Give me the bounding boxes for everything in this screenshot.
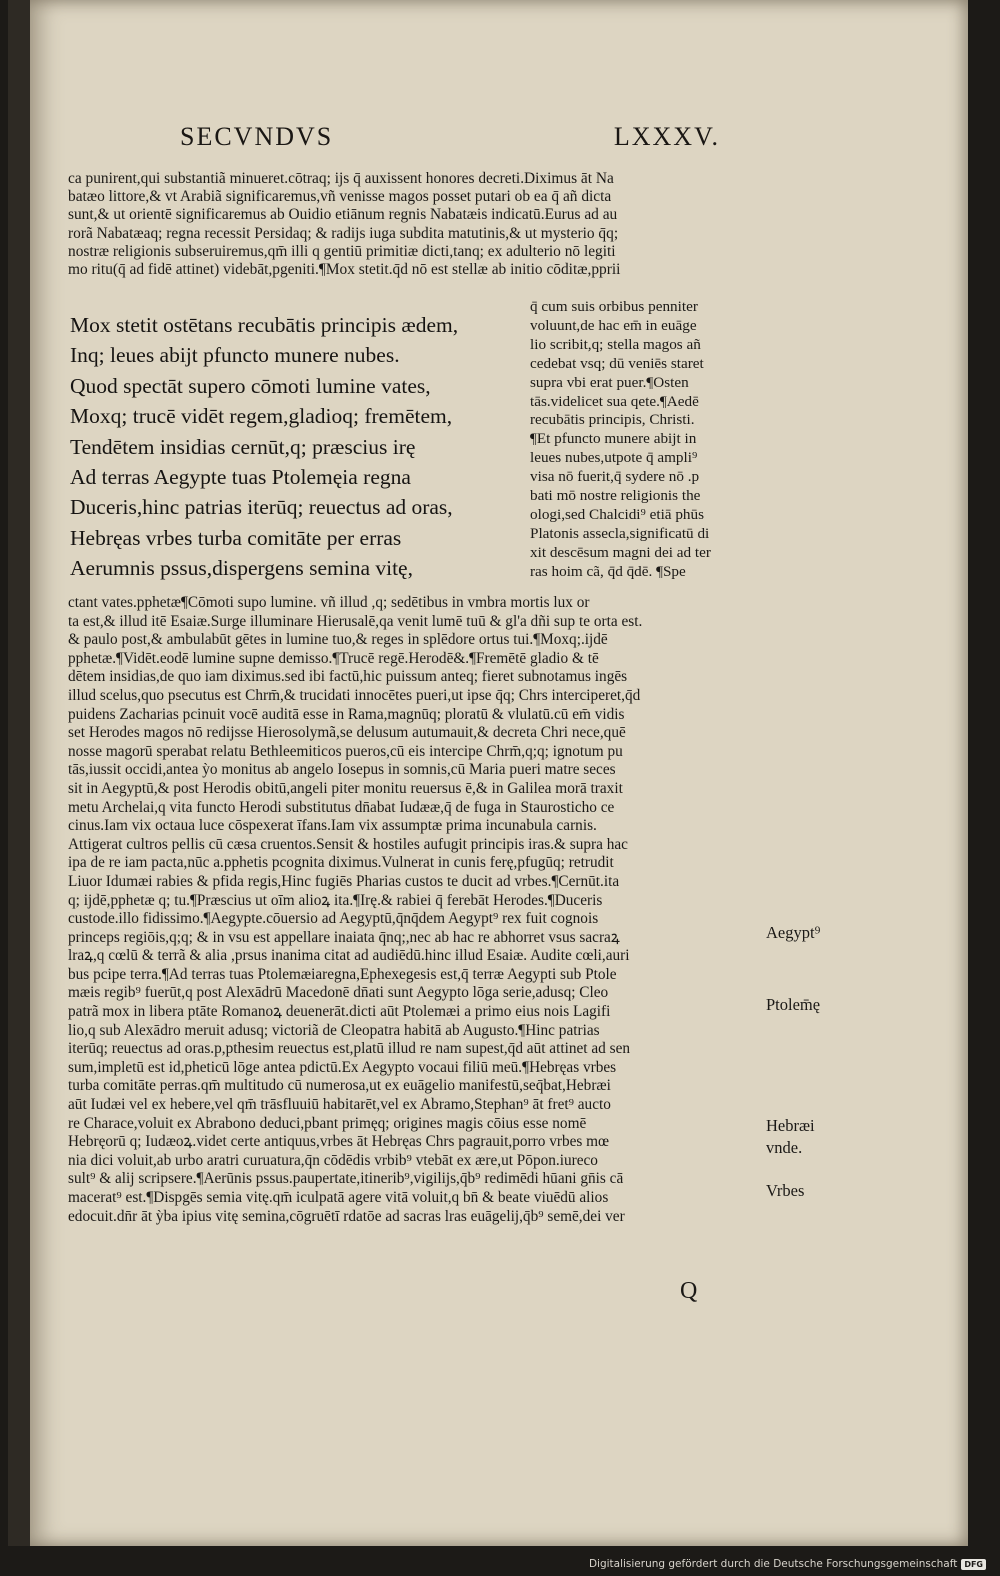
text-line: voluunt,de hac em̄ in euāge	[530, 316, 697, 334]
text-line: batæo littore,& vt Arabiã significaremus,vñ venisse magos posset putari ob ea q̄ añ dicta	[68, 188, 612, 206]
verse-line: Duceris,hinc patrias iterūq; reuectus ad oras,	[70, 495, 453, 520]
text-line: nostræ religionis subseruiremus,qm̄ illi q gentiū primitiæ dicti,tanq; ex adulterio nō legiti	[68, 242, 616, 260]
marginal-note-hebraei: Hebræi	[766, 1116, 815, 1135]
side-commentary	[530, 298, 762, 582]
text-line: q̄ cum suis orbibus penniter	[530, 298, 698, 315]
text-line: ca punirent,qui substantiã minueret.cōtraq; ijs q̄ auxissent honores decreti.Diximus āt Na	[68, 170, 614, 187]
text-line: pphetæ.¶Vidēt.eodē lumine supne demisso.¶Trucē regē.Herodē&.¶Fremētē gladio & tē	[68, 649, 599, 667]
verse-line: Mox stetit ostētans recubātis principis ædem,	[70, 313, 459, 337]
text-line: dētem insidias,de quo iam diximus.sed ibi factū,hic puissum anteq; fieret subnotamus ingēs	[68, 668, 628, 686]
text-line: recubātis principis, Christi.	[530, 411, 695, 429]
verse-line: Moxq; trucē vidēt regem,gladioq; fremētem,	[70, 404, 453, 429]
text-line: aūt Iudæi vel ex hebere,vel qm̄ trāsfluuiū habitarēt,vel ex Abramo,Stephan⁹ āt fret⁹ aucto	[68, 1096, 611, 1114]
catchword: Q	[680, 1278, 698, 1304]
text-line: bus pcipe terra.¶Ad terras tuas Ptolemæiaregna,Ephexegesis est,q̄ terræ Aegypti sub Ptole	[68, 965, 617, 983]
text-line: illud scelus,quo psecutus est Chrm̄,& trucidati innocētes pueri,ut ipse q̄q; Chrs interciperet,q̄d	[68, 686, 641, 704]
text-line: tās.videlicet sua qete.¶Aedē	[530, 392, 699, 410]
text-line: patrã mox in libera ptāte Romanoꝝ deuenerāt.dicti aūt Ptolemæi a primo eius nois Lagifi	[68, 1003, 611, 1021]
text-line: mæis regib⁹ fuerūt,q post Alexādrū Macedonē dn̄ati sunt Aegypto lōga serie,adusq; Cleo	[68, 984, 609, 1002]
text-line: lraꝝ,q cœlū & terrã & alia ,prsus inanima citat ad audiēdū.hinc illud Esaiæ. Audite cœli,auri	[68, 947, 630, 965]
commentary-paragraph	[68, 594, 762, 1226]
text-line: ologi,sed Chalcidi⁹ etiā phūs	[530, 505, 705, 523]
verse-line: Hebręas vrbes turba comitāte per erras	[70, 525, 402, 550]
marginal-note-aegypt: Aegypt⁹	[766, 923, 821, 942]
text-line: custode.illo fidissimo.¶Aegypte.cōuersio ad Aegyptū,q̄nq̄dem Aegypt⁹ rex fuit cognois	[68, 910, 599, 928]
text-line: Attigerat cultros pellis cū cæsa cruentos.Sensit & hostiles aufugit principis iras.& supra hac	[68, 835, 628, 853]
footer-text: Digitalisierung gefördert durch die Deutsche Forschungsgemeinschaft	[588, 1558, 958, 1570]
digitization-footer	[589, 1558, 986, 1570]
text-line: iterūq; reuectus ad oras.p,pthesim reuectus est,platū illud re nam supest,q̄d aūt attinet ad sen	[68, 1040, 631, 1058]
book-page	[8, 0, 968, 1546]
text-line: lio,q sub Alexādro meruit adusq; victoriã de Cleopatra habitā ab Augusto.¶Hinc patrias	[68, 1021, 600, 1039]
text-line: q; ijdē,pphetæ q; tu.¶Præscius ut oīm alioꝝ ita.¶Irę.& rabiei q̄ ferebāt Herodes.¶Duceris	[68, 891, 603, 909]
verse-block	[70, 310, 520, 584]
text-line: princeps regiōis,q;q; & in vsu est appellare inaiata q̄nq;,nec ab hac re abhorret vsus sacraꝝ	[68, 928, 620, 946]
text-line: Platonis assecla,significatū di	[530, 524, 710, 542]
folio-number: LXXXV.	[613, 122, 720, 151]
text-line: leues nubes,utpote q̄ ampli⁹	[530, 449, 698, 467]
text-line: cedebat vsq; dū veniēs staret	[530, 354, 704, 372]
text-line: bati mō nostre religionis the	[530, 487, 701, 505]
text-line: sum,impletū est id,pheticū lōge antea pdictū.Ex Aegypto vocaui filiū meū.¶Hebręas vrbes	[68, 1058, 617, 1076]
text-line: set Herodes magos nō redijsse Hierosolymã,se delusum autumauit,& decreta Chri nece,quē	[68, 724, 626, 742]
text-line: sult⁹ & alij scripsere.¶Aerūnis pssus.paupertate,itinerib⁹,vigilijs,q̄b⁹ redimēdi hūani gn̄is cā	[68, 1170, 624, 1188]
verse-line: Ad terras Aegypte tuas Ptolemęia regna	[70, 465, 411, 490]
text-line: tās,iussit occidi,antea ỳo monitus ab angelo Iosepus in somnis,cū Maria pueri matre seces	[68, 761, 616, 779]
running-head-title: SECVNDVS	[180, 122, 334, 151]
text-line: rorã Nabatæaq; regna recessit Persidaq; & radijs iuga subdita matutinis,& ut mysterio q̄q;	[68, 224, 619, 242]
text-line: metu Archelai,q vita functo Herodi substitutus dn̄abat Iudææ,q̄ de fuga in Staurosticho ce	[68, 798, 615, 816]
text-line: nosse magorū sperabat relatu Bethleemiticos pueros,cū eis intercipe Chrm̄,q;q; ignotum pu	[68, 742, 623, 760]
running-head	[180, 122, 720, 152]
text-line: Liuor Idumæi rabies & pfida regis,Hinc fugiēs Pharias custos te ducit ad vrbes.¶Cernūt.ita	[68, 872, 620, 890]
verse-line: Tendētem insidias cernūt,q; præscius irę	[70, 434, 416, 459]
text-line: ¶Et pfuncto munere abijt in	[530, 430, 697, 448]
text-line: sit in Aegyptū,& post Herodis obitū,angeli piter monitu reuersus ē,& in Galilea morā traxit	[68, 779, 623, 797]
dfg-logo-icon: DFG	[961, 1559, 986, 1570]
text-line: nia dici voluit,ab urbo aratri curuatura,q̄n cōdēdis vrbib⁹ vtebāt ex ære,ut Pōpon.iureco	[68, 1151, 598, 1169]
text-line: turba comitāte perras.qm̄ multitudo cū numerosa,ut ex euāgelio manifestū,seq̄bat,Hebræi	[68, 1077, 611, 1095]
verse-line: Quod spectāt supero cōmoti lumine vates,	[70, 373, 431, 398]
text-line: & paulo post,& ambulabūt gētes in lumine tuo,& reges in splēdore ortus tui.¶Moxq;.ijdē	[68, 631, 608, 649]
verse-line: Aerumnis pssus,dispergens semina vitę,	[70, 556, 413, 581]
text-line: ras hoim cã, q̄d q̄dē. ¶Spe	[530, 562, 686, 580]
text-line: xit descēsum magni dei ad ter	[530, 543, 711, 561]
text-line: edocuit.dn̄r āt ỳba ipius vitę semina,cōgruētī rdatōe ad sacras lras euāgelij,q̄b⁹ semē,dei ver	[68, 1207, 625, 1225]
text-line: macerat⁹ est.¶Dispgēs semia vitę.qm̄ iculpatā agere vitā voluit,q bn̄ & beate viuēdū alios	[68, 1189, 609, 1206]
verse-line: Inq; leues abijt pfuncto munere nubes.	[70, 343, 400, 368]
text-line: re Charace,voluit ex Abrabono deduci,pbant primęq; origines magis cōius esse nomē	[68, 1114, 587, 1132]
text-line: cinus.Iam vix octaua luce cōspexerat īfans.Iam vix assumptæ prima incunabula carnis.	[68, 817, 597, 835]
text-line: visa nō fuerit,q̄ sydere nō .p	[530, 468, 700, 486]
text-line: Hebręorū q; Iudæoꝝ.videt certe antiquus,vrbes āt Hebręas Chrs pagrauit,porro vrbes mœ	[68, 1133, 610, 1151]
marginal-note-ptolem: Ptolem̄ę	[766, 995, 821, 1014]
text-line: puidens Zacharias pcinuit vocē auditā esse in Rama,magnūq; ploratū & vlulatū.cū em̄ vidis	[68, 705, 625, 723]
marginal-note-unde: vnde.	[766, 1138, 803, 1157]
text-line: supra vbi erat puer.¶Osten	[530, 373, 689, 391]
intro-paragraph	[68, 170, 760, 279]
text-line: sunt,& ut orientē significaremus ab Ouidio etiānum regnis Nabatæis indicatū.Eurus ad au	[68, 206, 618, 224]
text-line: ta est,& illud itē Esaiæ.Surge illuminare Hierusalē,qa venit lumē tuū & gl'a dñi sup te orta est.	[68, 612, 643, 630]
text-line: ipa de re iam pacta,nūc a.pphetis pcognita diximus.Vulnerat in cunis ferę,pfugūq; retrudit	[68, 854, 614, 872]
text-line: mo ritu(q̄ ad fidē attinet) videbāt,pgeniti.¶Mox stetit.q̄d nō est stellæ ab initio cōditæ,pprii	[68, 261, 621, 279]
text-line: lio scribit,q; stella magos añ	[530, 335, 701, 353]
marginal-note-urbes: Vrbes	[766, 1181, 805, 1200]
text-line: ctant vates.pphetæ¶Cōmoti supo lumine. vñ illud ,q; sedētibus in vmbra mortis lux or	[68, 594, 590, 611]
